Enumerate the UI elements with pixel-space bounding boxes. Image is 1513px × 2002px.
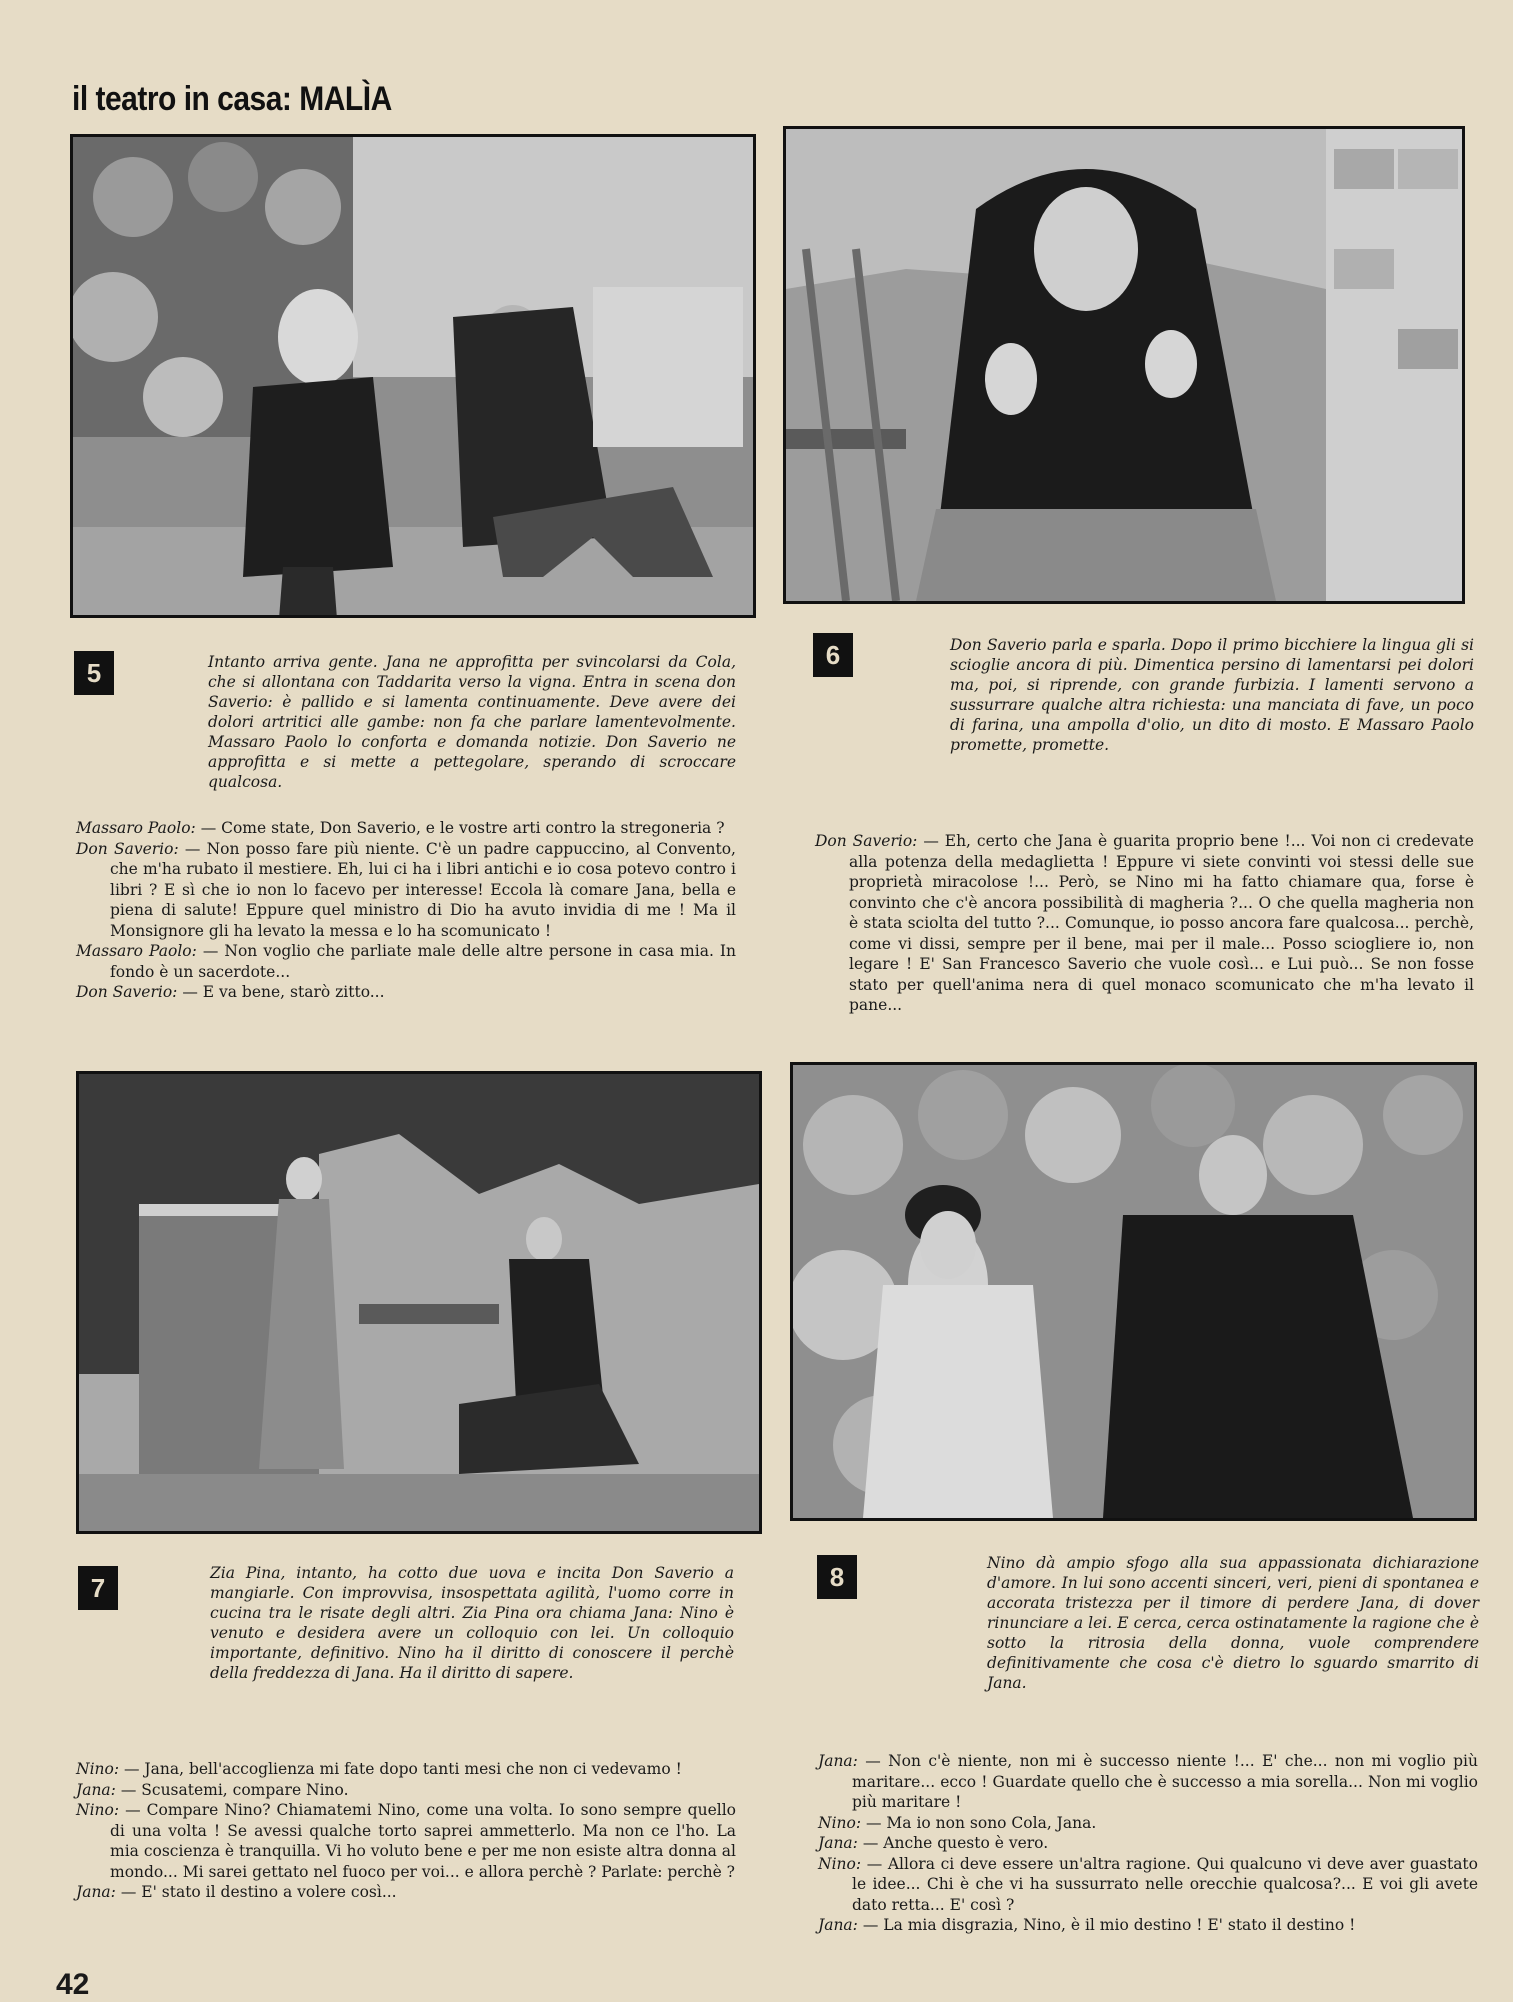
panel-7-dialogue [76,1759,736,1903]
dialogue-line: Don Saverio: — E va bene, starò zitto... [76,983,385,1001]
dialogue-line: Massaro Paolo: — Come state, Don Saverio, e le vostre arti contro la stregoneria ? [76,819,725,837]
stage-photo-woman-standing-man-seated-icon [79,1074,759,1531]
panel-number-badge: 7 [78,1566,118,1610]
panel-8-caption: Nino dà ampio sfogo alla sua appassionata dichiarazione d'amore. In lui sono accenti sinceri, veri, pieni di spontanea e accorata tristezza per il timore di perdere Jana, di dover rinunciare a lei. E cerca, cerca ostinatamente la ragione che è sotto la ritrosia della donna, vuole comprendere definitivamente che cosa c'è dietro lo sguardo smarrito di Jana. [987,1554,1479,1692]
page-title: il teatro in casa: MALÌA [72,80,392,118]
panel-5-dialogue [76,818,736,1003]
dialogue-line: Jana: — E' stato il destino a volere così... [76,1883,397,1901]
dialogue-line: Nino: — Jana, bell'accoglienza mi fate dopo tanti mesi che non ci vedevamo ! [76,1760,682,1778]
panel-number-badge: 6 [813,633,853,677]
stage-photo-couple-seated-icon [793,1065,1474,1518]
photo-panel-5 [70,134,756,618]
dialogue-line: Don Saverio: — Eh, certo che Jana è guarita proprio bene !... Voi non ci credevate alla potenza della medaglietta ! Eppure vi siete convinti voi stessi delle sue proprietà miracolose !... Però, se Nino mi ha fatto chiamare qua, forse è convinto che c'è ancora possibilità di magheria ?... O che quella magheria non è stata sciolta del tutto ?... Comunque, io posso ancora fare qualcosa... perchè, come vi dissi, sempre per il bene, mai per il male... Posso sciogliere io, non legare ! E' San Francesco Saverio che vuole così... e Lui può... Se non fosse stato per quell'anima nera di quel monaco scomunicato che m'ha levato il pane... [815,832,1474,1014]
dialogue-line: Massaro Paolo: — Non voglio che parliate male delle altre persone in casa mia. In fondo è un sacerdote... [76,942,736,981]
panel-number-badge: 8 [817,1555,857,1599]
dialogue-line: Jana: — Anche questo è vero. [818,1834,1049,1852]
dialogue-line: Jana: — Non c'è niente, non mi è successo niente !... E' che... non mi voglio più maritare... ecco ! Guardate quello che è successo a mia sorella... Non mi voglio più maritare ! [818,1752,1478,1811]
page-number: 42 [56,1968,90,2001]
dialogue-line: Don Saverio: — Non posso fare più niente. C'è un padre cappuccino, al Convento, che m'ha rubato il mestiere. Eh, lui ci ha i libri antichi e io cosa potevo contro i libri ? E sì che io non lo facevo per interesse! Eccola là comare Jana, bella e piena di salute! Eppure quel ministro di Dio ha avuto invidia di me ! Ma il Monsignore gli ha levato la messa e lo ha scomunicato ! [76,839,736,940]
panel-6-dialogue [815,831,1474,1016]
photo-panel-7 [76,1071,762,1534]
dialogue-line: Jana: — Scusatemi, compare Nino. [76,1780,349,1799]
panel-7-caption: Zia Pina, intanto, ha cotto due uova e incita Don Saverio a mangiarle. Con improvvisa, insospettata agilità, l'uomo corre in cucina tra le risate degli altri. Zia Pina ora chiama Jana: Nino è venuto e desidera avere un colloquio con lei. Un colloquio importante, definitivo. Nino ha il diritto di conoscere il perchè della freddezza di Jana. Ha il diritto di sapere. [210,1564,734,1682]
photo-panel-6 [783,126,1465,604]
panel-5-caption: Intanto arriva gente. Jana ne approfitta per svincolarsi da Cola, che si allontana con Taddarita verso la vigna. Entra in scena don Saverio: è pallido e si lamenta continuamente. Deve avere dei dolori artritici alle gambe: non fa che parlare lamentevolmente. Massaro Paolo lo conforta e domanda notizie. Don Saverio ne approfitta e si mette a pettegolare, sperando di scroccare qualcosa. [208,653,736,791]
stage-photo-two-men-seated-icon [73,137,753,615]
panel-8-dialogue [818,1751,1478,1936]
dialogue-line: Nino: — Ma io non sono Cola, Jana. [818,1813,1097,1832]
panel-6-caption: Don Saverio parla e sparla. Dopo il primo bicchiere la lingua gli si scioglie ancora di più. Dimentica persino di lamentarsi pei dolori ma, poi, si riprende, con grande furbizia. I lamenti servono a sussurrare qualche altra richiesta: una manciata di fave, un poco di farina, una ampolla d'olio, un dito di mosto. E Massaro Paolo promette, promette. [950,636,1474,754]
stage-photo-old-man-hooded-icon [786,129,1462,601]
dialogue-line: Nino: — Allora ci deve essere un'altra ragione. Qui qualcuno vi deve aver guastato le idee... Chi è che vi ha sussurrato nelle orecchie qualcosa?... E voi gli avete dato retta... E' così ? [818,1854,1478,1914]
dialogue-line: Nino: — Compare Nino? Chiamatemi Nino, come una volta. Io sono sempre quello di una volta ! Se avessi qualche torto saprei ammetterlo. Ma non ce l'ho. La mia coscienza è tranquilla. Vi ho voluto bene e per me non esiste altra donna al mondo... Mi sarei gettato nel fuoco per voi... e allora perchè ? Parlate: perchè ? [76,1801,737,1881]
photo-panel-8 [790,1062,1477,1521]
panel-number-badge: 5 [74,651,114,695]
dialogue-line: Jana: — La mia disgrazia, Nino, è il mio destino ! E' stato il destino ! [818,1916,1356,1934]
